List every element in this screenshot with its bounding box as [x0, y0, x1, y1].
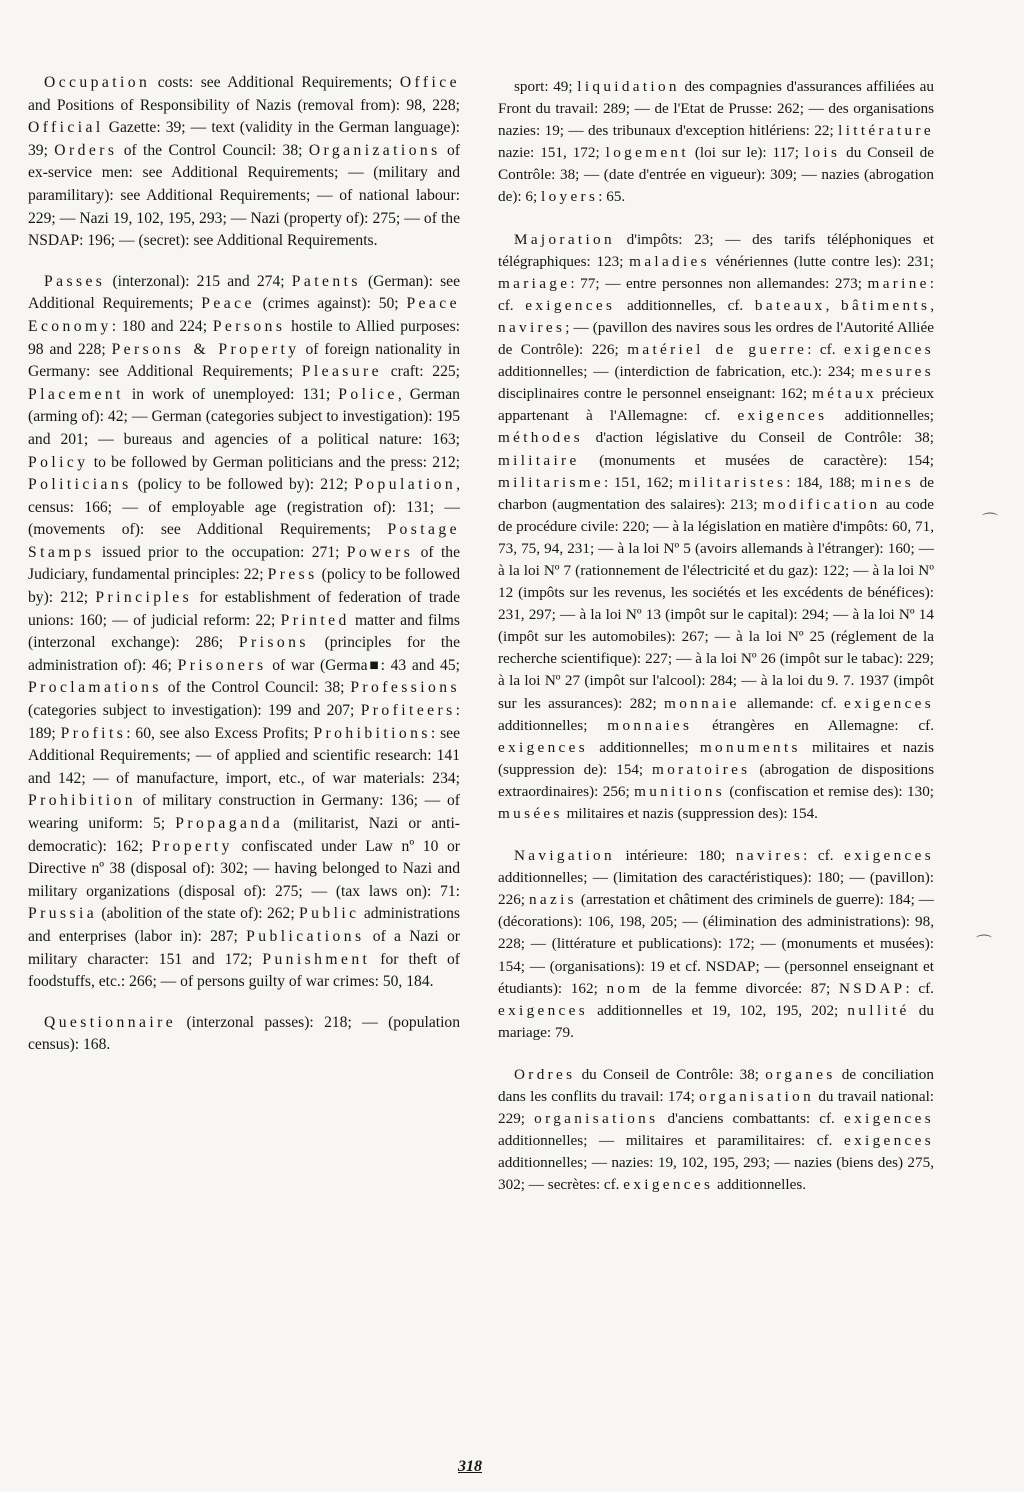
index-entry-navigation: Navigation intérieure: 180; navires: cf. exigences additionnelles; — (limitation des caractéristiques): 180; — (pavillon): 226; nazis (arrestation et châtiment des criminels de guerre): 184; — (décorations): 106, 198, 205; — (élimination des administrations): 98, 228; — (littérature et publications): 172; — (monuments et musées): 154; — (organisations): 19 et cf. NSDAP; — (personnel enseignant et étudiants): 162; nom de la femme divorcée: 87; NSDAP: cf. exigences additionnelles et 19, 102, 195, 202; nullité du mariage: 79.	[498, 847, 934, 1041]
index-entry-passes: Passes (interzonal): 215 and 274; Patents (German): see Additional Requirements; Peace (crimes against): 50; Peace Economy: 180 and 224; Persons hostile to Allied purposes: 98 and 228; Persons & Property of foreign nationality in Germany: see Additional Requirements; Pleasure craft: 225; Placement in work of unemployed: 131; Police, German (arming of): 42; — German (categories subject to investigation): 195 and 201; — bureaus and agencies of a political nature: 163; Policy to be followed by German politicians and the press: 212; Politicians (policy to be followed by): 212; Population, census: 166; — of employable age (registration of): 131; — (movements of): see Additional Requirements; Postage Stamps issued prior to the occupation: 271; Powers of the Judiciary, fundamental principles: 22; Press (policy to be followed by): 212; Principles for establishment of federation of trade unions: 160; — of judicial reform: 22; Printed matter and films (interzonal exchange): 286; Prisons (principles for the administration of): 46; Prisoners of war (Germa■: 43 and 45; Proclamations of the Control Council: 38; Professions (categories subject to investigation): 199 and 207; Profiteers: 189; Profits: 60, see also Excess Profits; Prohibitions: see Additional Requirements; — of applied and scientific research: 141 and 142; — of manufacture, import, etc., of war materials: 234; Prohibition of military construction in Germany: 136; — of wearing uniform: 5; Propaganda (militarist, Nazi or anti-democratic): 162; Property confiscated under Law nº 10 or Directive nº 38 (disposal of): 302; — having belonged to Nazi and military organizations (disposal of): 275; — (tax laws on): 71: Prussia (abolition of the state of): 262; Public administrations and enterprises (labor in): 287; Publications of a Nazi or military character: 151 and 172; Punishment for theft of foodstuffs, etc.: 266; — of persons guilty of war crimes: 50, 184.	[28, 272, 461, 991]
index-entry-ordres: Ordres du Conseil de Contrôle: 38; organes de conciliation dans les conflits du travail: 174; organisation du travail national: 229; organisations d'anciens combattants: cf. exigences additionnelles; — militaires et paramilitaires: cf. exigences additionnelles; — nazies: 19, 102, 195, 293; — nazies (biens des) 275, 302; — secrètes: cf. exigences additionnelles.	[498, 1065, 935, 1194]
index-entry-questionnaire: Questionnaire (interzonal passes): 218; — (population census): 168.	[28, 1013, 460, 1054]
right-column	[498, 76, 934, 1217]
index-entry-occupation: Occupation costs: see Additional Requirements; Office and Positions of Responsibility of Nazis (removal from): 98, 228; Official Gazette: 39; — text (validity in the German language): 39; Orders of the Control Council: 38; Organizations of ex-service men: see Additional Requirements; — (military and paramilitary): see Additional Requirements; — of national labour: 229; — Nazi 19, 102, 195, 293; — Nazi (property of): 275; — of the NSDAP: 196; — (secret): see Additional Requirements.	[28, 74, 461, 250]
margin-scratch-icon: ⌒	[976, 935, 993, 952]
page-number: 318	[458, 1458, 482, 1475]
left-column	[28, 72, 460, 1075]
index-entry-majoration: Majoration d'impôts: 23; — des tarifs téléphoniques et télégraphiques: 123; maladies vénériennes (lutte contre les): 231; mariage: 77; — entre personnes non allemandes: 273; marine: cf. exigences additionnelles, cf. bateaux, bâtiments, navires; — (pavillon des navires sous les ordres de l'Autorité Alliée de Contrôle): 226; matériel de guerre: cf. exigences additionnelles; — (interdiction de fabrication, etc.): 234; mesures disciplinaires contre le personnel enseignant: 162; métaux précieux appartenant à l'Allemagne: cf. exigences additionnelles; méthodes d'action législative du Conseil de Contrôle: 38; militaire (monuments et musées de caractère): 154; militarisme: 151, 162; militaristes: 184, 188; mines de charbon (augmentation des salaires): 213; modification au code de procédure civile: 220; — à la législation en matière d'impôts: 60, 71, 73, 75, 94, 231; — à la loi Nº 5 (avoirs allemands à l'étranger): 160; — à la loi Nº 7 (rationnement de l'électricité et du gaz): 122; — à la loi Nº 12 (impôts sur les revenus, les sociétés et les excédents de bénéfices): 231, 297; — à la loi Nº 13 (impôt sur le capital): 294; — à la loi Nº 14 (impôt sur les automobiles): 267; — à la loi Nº 25 (réglement de la recherche scientifique): 227; — à la loi Nº 26 (impôt sur le tabac): 229; à la loi Nº 27 (impôt sur l'alcool): 284; — à la loi du 9. 7. 1937 (impôt sur les assurances): 282; monnaie allemande: cf. exigences additionnelles; monnaies étrangères en Allemagne: cf. exigences additionnelles; monuments militaires et nazis (suppression de): 154; moratoires (abrogation de dispositions extraordinaires): 256; munitions (confiscation et remise des): 130; musées militaires et nazis (suppression des): 154.	[498, 230, 935, 822]
margin-scratch-icon: ⌒	[982, 513, 999, 530]
index-entry-sport: sport: 49; liquidation des compagnies d'assurances affiliées au Front du travail: 289; — de l'Etat de Prusse: 262; — des organisations nazies: 19; — des tribunaux d'exception hitlériens: 22; littérature nazie: 151, 172; logement (loi sur le): 117; lois du Conseil de Contrôle: 38; — (date d'entrée en vigueur): 309; — nazies (abrogation de): 6; loyers: 65.	[498, 78, 934, 206]
